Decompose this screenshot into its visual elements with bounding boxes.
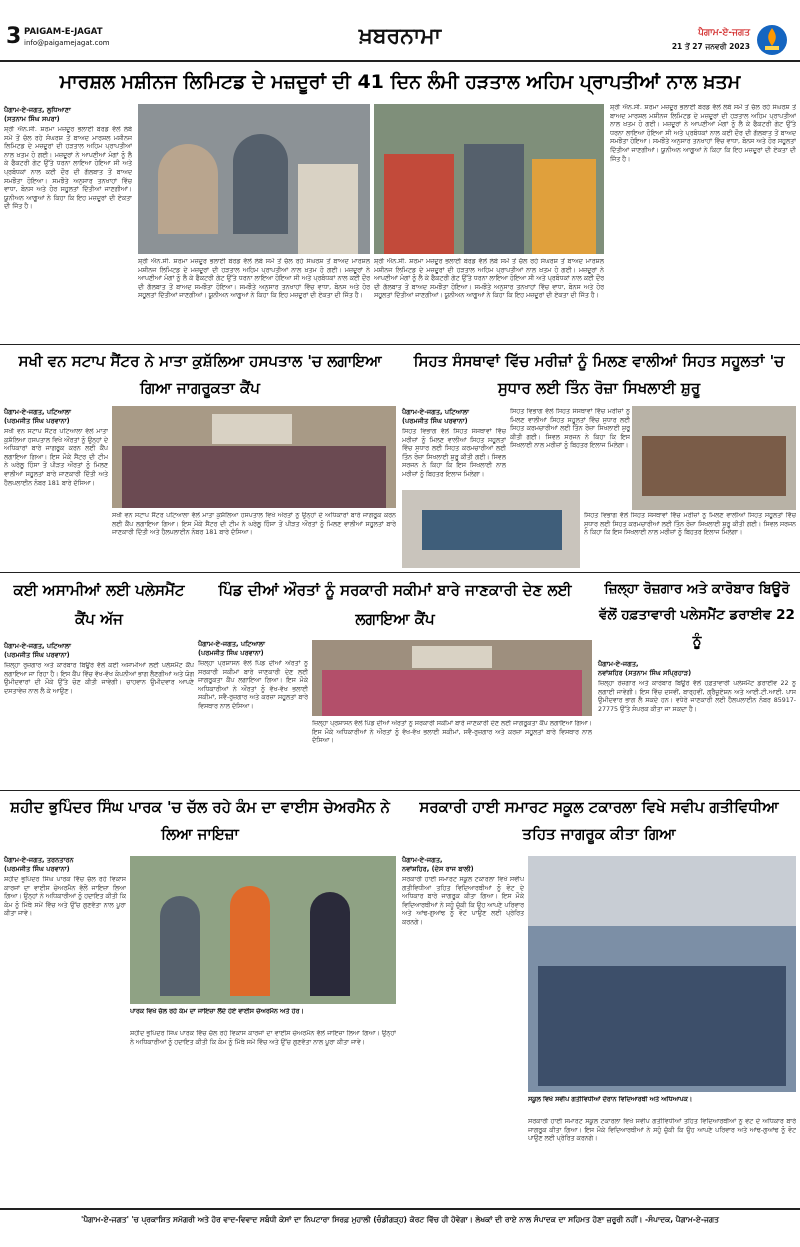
masthead (0, 0, 800, 60)
story-7-byline-place: ਪੈਗਾਮ-ਏ-ਜਗਤ, (402, 856, 443, 864)
story-2-photo-2 (632, 406, 796, 510)
story-1-photo (112, 406, 396, 508)
story-6-caption: ਪਾਰਕ ਵਿਖੇ ਚੱਲ ਰਹੇ ਕੰਮ ਦਾ ਜਾਇਜ਼ਾ ਲੈਂਦੇ ਹੋਏ ਵਾਈਸ ਚੇਅਰਮੈਨ ਅਤੇ ਹੋਰ। (130, 1008, 304, 1015)
story-7-photo (528, 856, 796, 1092)
lead-body-text-4: ਸ਼੍ਰੀ ਐਨ.ਸੀ. ਸ਼ਰਮਾ ਮਜ਼ਦੂਰ ਭਲਾਈ ਬੋਰਡ ਵੱਲੋਂ ਲੰਬੇ ਸਮੇਂ ਤੋਂ ਚੱਲ ਰਹੇ ਸੰਘਰਸ਼ ਤੋਂ ਬਾਅਦ ਮਾਰਸ਼ਲ ਮਸ਼ੀਨਜ ਲਿਮਿਟਡ ਦੇ ਮਜ਼ਦੂਰਾਂ ਦੀ ਹੜਤਾਲ ਅਹਿਮ ਪ੍ਰਾਪਤੀਆਂ ਨਾਲ ਖ਼ਤਮ ਹੋ ਗਈ। ਮਜ਼ਦੂਰਾਂ ਨੇ ਆਪਣੀਆਂ ਮੰਗਾਂ ਨੂੰ ਲੈ ਕੇ ਫੈਕਟਰੀ ਗੇਟ ਉੱਤੇ ਧਰਨਾ ਲਾਇਆ ਹੋਇਆ ਸੀ ਅਤੇ ਪ੍ਰਬੰਧਕਾਂ ਨਾਲ ਕਈ ਦੌਰ ਦੀ ਗੱਲਬਾਤ ਤੋਂ ਬਾਅਦ ਸਮਝੌਤਾ ਹੋਇਆ। ਸਮਝੌਤੇ ਅਨੁਸਾਰ ਤਨਖਾਹਾਂ ਵਿੱਚ ਵਾਧਾ, ਬੋਨਸ ਅਤੇ ਹੋਰ ਸਹੂਲਤਾਂ ਦਿੱਤੀਆਂ ਜਾਣਗੀਆਂ। ਯੂਨੀਅਨ ਆਗੂਆਂ ਨੇ ਕਿਹਾ ਕਿ ਇਹ ਮਜ਼ਦੂਰਾਂ ਦੀ ਏਕਤਾ ਦੀ ਜਿੱਤ ਹੈ। (610, 104, 796, 163)
lead-body-col1 (4, 126, 132, 340)
story-7-caption: ਸਕੂਲ ਵਿਖੇ ਸਵੀਪ ਗਤੀਵਿਧੀਆਂ ਦੌਰਾਨ ਵਿਦਿਆਰਥੀ ਅਤੇ ਅਧਿਆਪਕ। (528, 1096, 693, 1103)
story-6-headline: ਸ਼ਹੀਦ ਭੁਪਿੰਦਰ ਸਿੰਘ ਪਾਰਕ 'ਚ ਚੱਲ ਰਹੇ ਕੰਮ ਦਾ ਵਾਈਸ ਚੇਅਰਮੈਨ ਨੇ ਲਿਆ ਜਾਇਜ਼ਾ (10, 798, 390, 843)
story-5-byline-place: ਪੈਗਾਮ-ਏ-ਜਗਤ, (598, 660, 639, 668)
story-7-body-text-2: ਸਰਕਾਰੀ ਹਾਈ ਸਮਾਰਟ ਸਕੂਲ ਟਕਾਰਲਾ ਵਿਖੇ ਸਵੀਪ ਗਤੀਵਿਧੀਆਂ ਤਹਿਤ ਵਿਦਿਆਰਥੀਆਂ ਨੂੰ ਵੋਟ ਦੇ ਅਧਿਕਾਰ ਬਾਰੇ ਜਾਗਰੂਕ ਕੀਤਾ ਗਿਆ। ਇਸ ਮੌਕੇ ਵਿਦਿਆਰਥੀਆਂ ਨੇ ਸਹੁੰ ਚੁੱਕੀ ਕਿ ਉਹ ਆਪਣੇ ਪਰਿਵਾਰ ਅਤੇ ਆਂਢ-ਗੁਆਂਢ ਨੂੰ ਵੋਟ ਪਾਉਣ ਲਈ ਪ੍ਰੇਰਿਤ ਕਰਨਗੇ। (528, 1118, 796, 1143)
lead-byline (4, 106, 124, 124)
masthead-rule (0, 60, 800, 62)
story-5-body (598, 680, 796, 786)
story-1-body-text-2: ਸਖੀ ਵਨ ਸਟਾਪ ਸੈਂਟਰ ਪਟਿਆਲਾ ਵੱਲੋਂ ਮਾਤਾ ਕੁਸ਼ੱਲਿਆ ਹਸਪਤਾਲ ਵਿਖੇ ਔਰਤਾਂ ਨੂੰ ਉਨ੍ਹਾਂ ਦੇ ਅਧਿਕਾਰਾਂ ਬਾਰੇ ਜਾਗਰੂਕ ਕਰਨ ਲਈ ਕੈਂਪ ਲਗਾਇਆ ਗਿਆ। ਇਸ ਮੌਕੇ ਸੈਂਟਰ ਦੀ ਟੀਮ ਨੇ ਘਰੇਲੂ ਹਿੰਸਾ ਤੋਂ ਪੀੜਤ ਔਰਤਾਂ ਨੂੰ ਮਿਲਣ ਵਾਲੀਆਂ ਸਹੂਲਤਾਂ ਬਾਰੇ ਜਾਣਕਾਰੀ ਦਿੱਤੀ ਅਤੇ ਹੈਲਪਲਾਈਨ ਨੰਬਰ 181 ਬਾਰੇ ਦੱਸਿਆ। (112, 512, 396, 537)
story-4-body-text: ਜ਼ਿਲ੍ਹਾ ਪ੍ਰਸ਼ਾਸਨ ਵੱਲੋਂ ਪਿੰਡ ਦੀਆਂ ਔਰਤਾਂ ਨੂੰ ਸਰਕਾਰੀ ਸਕੀਮਾਂ ਬਾਰੇ ਜਾਣਕਾਰੀ ਦੇਣ ਲਈ ਜਾਗਰੂਕਤਾ ਕੈਂਪ ਲਗਾਇਆ ਗਿਆ। ਇਸ ਮੌਕੇ ਅਧਿਕਾਰੀਆਂ ਨੇ ਔਰਤਾਂ ਨੂੰ ਵੱਖ-ਵੱਖ ਭਲਾਈ ਸਕੀਮਾਂ, ਸਵੈ-ਰੁਜ਼ਗਾਰ ਅਤੇ ਕਰਜ਼ਾ ਸਹੂਲਤਾਂ ਬਾਰੇ ਵਿਸਥਾਰ ਨਾਲ ਦੱਸਿਆ। (198, 660, 308, 710)
story-1-body-col1 (4, 428, 108, 568)
story-1-headline: ਸਖੀ ਵਨ ਸਟਾਪ ਸੈਂਟਰ ਨੇ ਮਾਤਾ ਕੁਸ਼ੱਲਿਆ ਹਸਪਤਾਲ 'ਚ ਲਗਾਇਆ ਗਿਆ ਜਾਗਰੂਕਤਾ ਕੈਂਪ (18, 352, 382, 397)
section-title: ਖ਼ਬਰਨਾਮਾ (358, 24, 442, 49)
lead-body-text-3: ਸ਼੍ਰੀ ਐਨ.ਸੀ. ਸ਼ਰਮਾ ਮਜ਼ਦੂਰ ਭਲਾਈ ਬੋਰਡ ਵੱਲੋਂ ਲੰਬੇ ਸਮੇਂ ਤੋਂ ਚੱਲ ਰਹੇ ਸੰਘਰਸ਼ ਤੋਂ ਬਾਅਦ ਮਾਰਸ਼ਲ ਮਸ਼ੀਨਜ ਲਿਮਿਟਡ ਦੇ ਮਜ਼ਦੂਰਾਂ ਦੀ ਹੜਤਾਲ ਅਹਿਮ ਪ੍ਰਾਪਤੀਆਂ ਨਾਲ ਖ਼ਤਮ ਹੋ ਗਈ। ਮਜ਼ਦੂਰਾਂ ਨੇ ਆਪਣੀਆਂ ਮੰਗਾਂ ਨੂੰ ਲੈ ਕੇ ਫੈਕਟਰੀ ਗੇਟ ਉੱਤੇ ਧਰਨਾ ਲਾਇਆ ਹੋਇਆ ਸੀ ਅਤੇ ਪ੍ਰਬੰਧਕਾਂ ਨਾਲ ਕਈ ਦੌਰ ਦੀ ਗੱਲਬਾਤ ਤੋਂ ਬਾਅਦ ਸਮਝੌਤਾ ਹੋਇਆ। ਸਮਝੌਤੇ ਅਨੁਸਾਰ ਤਨਖਾਹਾਂ ਵਿੱਚ ਵਾਧਾ, ਬੋਨਸ ਅਤੇ ਹੋਰ ਸਹੂਲਤਾਂ ਦਿੱਤੀਆਂ ਜਾਣਗੀਆਂ। ਯੂਨੀਅਨ ਆਗੂਆਂ ਨੇ ਕਿਹਾ ਕਿ ਇਹ ਮਜ਼ਦੂਰਾਂ ਦੀ ਏਕਤਾ ਦੀ ਜਿੱਤ ਹੈ। (374, 258, 604, 300)
row2-rule (0, 572, 800, 573)
email: info@paigamejagat.com (24, 39, 110, 47)
story-6-body-text-2: ਸ਼ਹੀਦ ਭੁਪਿੰਦਰ ਸਿੰਘ ਪਾਰਕ ਵਿੱਚ ਚੱਲ ਰਹੇ ਵਿਕਾਸ ਕਾਰਜਾਂ ਦਾ ਵਾਈਸ ਚੇਅਰਮੈਨ ਵੱਲੋਂ ਜਾਇਜ਼ਾ ਲਿਆ ਗਿਆ। ਉਨ੍ਹਾਂ ਨੇ ਅਧਿਕਾਰੀਆਂ ਨੂੰ ਹਦਾਇਤ ਕੀਤੀ ਕਿ ਕੰਮ ਨੂੰ ਮਿੱਥੇ ਸਮੇਂ ਵਿੱਚ ਅਤੇ ਉੱਚ ਗੁਣਵੱਤਾ ਨਾਲ ਪੂਰਾ ਕੀਤਾ ਜਾਵੇ। (130, 1030, 396, 1046)
story-6-photo (130, 856, 396, 1004)
story-6-body (4, 876, 126, 1202)
lead-body-text-2: ਸ਼੍ਰੀ ਐਨ.ਸੀ. ਸ਼ਰਮਾ ਮਜ਼ਦੂਰ ਭਲਾਈ ਬੋਰਡ ਵੱਲੋਂ ਲੰਬੇ ਸਮੇਂ ਤੋਂ ਚੱਲ ਰਹੇ ਸੰਘਰਸ਼ ਤੋਂ ਬਾਅਦ ਮਾਰਸ਼ਲ ਮਸ਼ੀਨਜ ਲਿਮਿਟਡ ਦੇ ਮਜ਼ਦੂਰਾਂ ਦੀ ਹੜਤਾਲ ਅਹਿਮ ਪ੍ਰਾਪਤੀਆਂ ਨਾਲ ਖ਼ਤਮ ਹੋ ਗਈ। ਮਜ਼ਦੂਰਾਂ ਨੇ ਆਪਣੀਆਂ ਮੰਗਾਂ ਨੂੰ ਲੈ ਕੇ ਫੈਕਟਰੀ ਗੇਟ ਉੱਤੇ ਧਰਨਾ ਲਾਇਆ ਹੋਇਆ ਸੀ ਅਤੇ ਪ੍ਰਬੰਧਕਾਂ ਨਾਲ ਕਈ ਦੌਰ ਦੀ ਗੱਲਬਾਤ ਤੋਂ ਬਾਅਦ ਸਮਝੌਤਾ ਹੋਇਆ। ਸਮਝੌਤੇ ਅਨੁਸਾਰ ਤਨਖਾਹਾਂ ਵਿੱਚ ਵਾਧਾ, ਬੋਨਸ ਅਤੇ ਹੋਰ ਸਹੂਲਤਾਂ ਦਿੱਤੀਆਂ ਜਾਣਗੀਆਂ। ਯੂਨੀਅਨ ਆਗੂਆਂ ਨੇ ਕਿਹਾ ਕਿ ਇਹ ਮਜ਼ਦੂਰਾਂ ਦੀ ਏਕਤਾ ਦੀ ਜਿੱਤ ਹੈ। (138, 258, 370, 300)
story-2-body-col2 (510, 408, 630, 488)
story-7-byline-author: ਨਵਾਂਸ਼ਹਿਰ, (ਦੇਸ ਰਾਜ ਬਾਲੀ) (402, 865, 474, 873)
story-2-byline-author: (ਪਰਮਜੀਤ ਸਿੰਘ ਪਰਵਾਨਾ) (402, 417, 468, 425)
story-6-byline (4, 856, 124, 874)
story-3-body-text: ਜ਼ਿਲ੍ਹਾ ਰੁਜ਼ਗਾਰ ਅਤੇ ਕਾਰੋਬਾਰ ਬਿਊਰੋ ਵੱਲੋਂ ਕਈ ਅਸਾਮੀਆਂ ਲਈ ਪਲੇਸਮੈਂਟ ਕੈਂਪ ਲਗਾਇਆ ਜਾ ਰਿਹਾ ਹੈ। ਇਸ ਕੈਂਪ ਵਿੱਚ ਵੱਖ-ਵੱਖ ਕੰਪਨੀਆਂ ਭਾਗ ਲੈਣਗੀਆਂ ਅਤੇ ਯੋਗ ਉਮੀਦਵਾਰਾਂ ਦੀ ਮੌਕੇ ਉੱਤੇ ਚੋਣ ਕੀਤੀ ਜਾਵੇਗੀ। ਚਾਹਵਾਨ ਉਮੀਦਵਾਰ ਆਪਣੇ ਦਸਤਾਵੇਜ਼ ਨਾਲ ਲੈ ਕੇ ਆਉਣ। (4, 662, 194, 695)
story-6-byline-author: (ਪਰਮਜੀਤ ਸਿੰਘ ਪਰਵਾਨਾ) (4, 865, 70, 873)
story-1-body-col2 (112, 512, 396, 568)
story-2-headline: ਸਿਹਤ ਸੰਸਥਾਵਾਂ ਵਿੱਚ ਮਰੀਜ਼ਾਂ ਨੂੰ ਮਿਲਣ ਵਾਲੀਆਂ ਸਿਹਤ ਸਹੂਲਤਾਂ 'ਚ ਸੁਧਾਰ ਲਈ ਤਿੰਨ ਰੋਜ਼ਾ ਸਿਖਲਾਈ ਸ਼ੁਰੂ (413, 352, 785, 397)
story-7-body-text: ਸਰਕਾਰੀ ਹਾਈ ਸਮਾਰਟ ਸਕੂਲ ਟਕਾਰਲਾ ਵਿਖੇ ਸਵੀਪ ਗਤੀਵਿਧੀਆਂ ਤਹਿਤ ਵਿਦਿਆਰਥੀਆਂ ਨੂੰ ਵੋਟ ਦੇ ਅਧਿਕਾਰ ਬਾਰੇ ਜਾਗਰੂਕ ਕੀਤਾ ਗਿਆ। ਇਸ ਮੌਕੇ ਵਿਦਿਆਰਥੀਆਂ ਨੇ ਸਹੁੰ ਚੁੱਕੀ ਕਿ ਉਹ ਆਪਣੇ ਪਰਿਵਾਰ ਅਤੇ ਆਂਢ-ਗੁਆਂਢ ਨੂੰ ਵੋਟ ਪਾਉਣ ਲਈ ਪ੍ਰੇਰਿਤ ਕਰਨਗੇ। (402, 876, 524, 926)
paper-name: PAIGAM-E-JAGAT (24, 27, 103, 37)
lead-byline-author: (ਸਤਨਾਮ ਸਿੰਘ ਸਪਰਾ) (4, 115, 60, 123)
lead-photo-2 (374, 104, 604, 254)
lead-body-col4 (610, 104, 796, 340)
story-7-headline: ਸਰਕਾਰੀ ਹਾਈ ਸਮਾਰਟ ਸਕੂਲ ਟਕਾਰਲਾ ਵਿਖੇ ਸਵੀਪ ਗਤੀਵਿਧੀਆ ਤਹਿਤ ਜਾਗਰੂਕ ਕੀਤਾ ਗਿਆ (419, 798, 779, 843)
page-number: 3 (6, 24, 22, 49)
story-2-body-text-3: ਸਿਹਤ ਵਿਭਾਗ ਵੱਲੋਂ ਸਿਹਤ ਸੰਸਥਾਵਾਂ ਵਿੱਚ ਮਰੀਜ਼ਾਂ ਨੂੰ ਮਿਲਣ ਵਾਲੀਆਂ ਸਿਹਤ ਸਹੂਲਤਾਂ ਵਿੱਚ ਸੁਧਾਰ ਲਈ ਸਿਹਤ ਕਰਮਚਾਰੀਆਂ ਲਈ ਤਿੰਨ ਰੋਜ਼ਾ ਸਿਖਲਾਈ ਸ਼ੁਰੂ ਕੀਤੀ ਗਈ। ਸਿਵਲ ਸਰਜਨ ਨੇ ਕਿਹਾ ਕਿ ਇਸ ਸਿਖਲਾਈ ਨਾਲ ਮਰੀਜ਼ਾਂ ਨੂੰ ਬਿਹਤਰ ਇਲਾਜ ਮਿਲੇਗਾ। (584, 512, 796, 537)
footer-rule (0, 1208, 800, 1210)
story-5-body-text: ਜ਼ਿਲ੍ਹਾ ਰੋਜ਼ਗਾਰ ਅਤੇ ਕਾਰੋਬਾਰ ਬਿਊਰੋ ਵੱਲੋਂ ਹਫ਼ਤਾਵਾਰੀ ਪਲੇਸਮੈਂਟ ਡਰਾਈਵ 22 ਨੂੰ ਲਗਾਈ ਜਾਵੇਗੀ। ਇਸ ਵਿੱਚ ਦਸਵੀਂ, ਬਾਰ੍ਹਵੀਂ, ਗ੍ਰੈਜੂਏਸ਼ਨ ਅਤੇ ਆਈ.ਟੀ.ਆਈ. ਪਾਸ ਉਮੀਦਵਾਰ ਭਾਗ ਲੈ ਸਕਦੇ ਹਨ। ਵਧੇਰੇ ਜਾਣਕਾਰੀ ਲਈ ਹੈਲਪਲਾਈਨ ਨੰਬਰ 85917-27775 ਉੱਤੇ ਸੰਪਰਕ ਕੀਤਾ ਜਾ ਸਕਦਾ ਹੈ। (598, 680, 796, 713)
story-1-body-text: ਸਖੀ ਵਨ ਸਟਾਪ ਸੈਂਟਰ ਪਟਿਆਲਾ ਵੱਲੋਂ ਮਾਤਾ ਕੁਸ਼ੱਲਿਆ ਹਸਪਤਾਲ ਵਿਖੇ ਔਰਤਾਂ ਨੂੰ ਉਨ੍ਹਾਂ ਦੇ ਅਧਿਕਾਰਾਂ ਬਾਰੇ ਜਾਗਰੂਕ ਕਰਨ ਲਈ ਕੈਂਪ ਲਗਾਇਆ ਗਿਆ। ਇਸ ਮੌਕੇ ਸੈਂਟਰ ਦੀ ਟੀਮ ਨੇ ਘਰੇਲੂ ਹਿੰਸਾ ਤੋਂ ਪੀੜਤ ਔਰਤਾਂ ਨੂੰ ਮਿਲਣ ਵਾਲੀਆਂ ਸਹੂਲਤਾਂ ਬਾਰੇ ਜਾਣਕਾਰੀ ਦਿੱਤੀ ਅਤੇ ਹੈਲਪਲਾਈਨ ਨੰਬਰ 181 ਬਾਰੇ ਦੱਸਿਆ। (4, 428, 108, 487)
lead-body-col2 (138, 258, 370, 340)
date: 21 ਤੋਂ 27 ਜਨਵਰੀ 2023 (671, 42, 750, 51)
story-3-headline: ਕਈ ਅਸਾਮੀਆਂ ਲਈ ਪਲੇਸਮੈਂਟ ਕੈਂਪ ਅੱਜ (13, 581, 185, 628)
story-2-body-col1 (402, 428, 506, 488)
paper-logo-icon (756, 24, 788, 56)
lead-rule (0, 344, 800, 345)
story-5-byline (598, 660, 796, 678)
story-4-body-col1 (198, 660, 308, 786)
story-4-byline (198, 640, 308, 658)
story-3-body (4, 662, 194, 786)
brand-punjabi: ਪੈਗਾਮ-ਏ-ਜਗਤ (698, 28, 750, 38)
story-6-byline-place: ਪੈਗਾਮ-ਏ-ਜਗਤ, ਤਰਨਤਾਰਨ (4, 856, 74, 864)
story-7-body-col2 (528, 1118, 796, 1202)
story-3-byline-place: ਪੈਗਾਮ-ਏ-ਜਗਤ, ਪਟਿਆਲਾ (4, 642, 71, 650)
story-5-byline-author: ਨਵਾਂਸ਼ਹਿਰ (ਸਤਨਾਮ ਸਿੰਘ ਸਪ੍ਰਿਹਾੜ) (598, 669, 692, 677)
story-4-byline-author: (ਪਰਮਜੀਤ ਸਿੰਘ ਪਰਵਾਨਾ) (198, 649, 264, 657)
story-4-photo (312, 640, 592, 716)
story-2-body-text-2: ਸਿਹਤ ਵਿਭਾਗ ਵੱਲੋਂ ਸਿਹਤ ਸੰਸਥਾਵਾਂ ਵਿੱਚ ਮਰੀਜ਼ਾਂ ਨੂੰ ਮਿਲਣ ਵਾਲੀਆਂ ਸਿਹਤ ਸਹੂਲਤਾਂ ਵਿੱਚ ਸੁਧਾਰ ਲਈ ਸਿਹਤ ਕਰਮਚਾਰੀਆਂ ਲਈ ਤਿੰਨ ਰੋਜ਼ਾ ਸਿਖਲਾਈ ਸ਼ੁਰੂ ਕੀਤੀ ਗਈ। ਸਿਵਲ ਸਰਜਨ ਨੇ ਕਿਹਾ ਕਿ ਇਸ ਸਿਖਲਾਈ ਨਾਲ ਮਰੀਜ਼ਾਂ ਨੂੰ ਬਿਹਤਰ ਇਲਾਜ ਮਿਲੇਗਾ। (510, 408, 630, 450)
story-6-body-text: ਸ਼ਹੀਦ ਭੁਪਿੰਦਰ ਸਿੰਘ ਪਾਰਕ ਵਿੱਚ ਚੱਲ ਰਹੇ ਵਿਕਾਸ ਕਾਰਜਾਂ ਦਾ ਵਾਈਸ ਚੇਅਰਮੈਨ ਵੱਲੋਂ ਜਾਇਜ਼ਾ ਲਿਆ ਗਿਆ। ਉਨ੍ਹਾਂ ਨੇ ਅਧਿਕਾਰੀਆਂ ਨੂੰ ਹਦਾਇਤ ਕੀਤੀ ਕਿ ਕੰਮ ਨੂੰ ਮਿੱਥੇ ਸਮੇਂ ਵਿੱਚ ਅਤੇ ਉੱਚ ਗੁਣਵੱਤਾ ਨਾਲ ਪੂਰਾ ਕੀਤਾ ਜਾਵੇ। (4, 876, 126, 918)
story-4-body-text-2: ਜ਼ਿਲ੍ਹਾ ਪ੍ਰਸ਼ਾਸਨ ਵੱਲੋਂ ਪਿੰਡ ਦੀਆਂ ਔਰਤਾਂ ਨੂੰ ਸਰਕਾਰੀ ਸਕੀਮਾਂ ਬਾਰੇ ਜਾਣਕਾਰੀ ਦੇਣ ਲਈ ਜਾਗਰੂਕਤਾ ਕੈਂਪ ਲਗਾਇਆ ਗਿਆ। ਇਸ ਮੌਕੇ ਅਧਿਕਾਰੀਆਂ ਨੇ ਔਰਤਾਂ ਨੂੰ ਵੱਖ-ਵੱਖ ਭਲਾਈ ਸਕੀਮਾਂ, ਸਵੈ-ਰੁਜ਼ਗਾਰ ਅਤੇ ਕਰਜ਼ਾ ਸਹੂਲਤਾਂ ਬਾਰੇ ਵਿਸਥਾਰ ਨਾਲ ਦੱਸਿਆ। (312, 720, 592, 745)
footer-notice: 'ਪੈਗਾਮ-ਏ-ਜਗਤ' 'ਚ ਪ੍ਰਕਾਸ਼ਿਤ ਸਮੱਗਰੀ ਅਤੇ ਹੋਰ ਵਾਦ-ਵਿਵਾਦ ਸਬੰਧੀ ਕੇਸਾਂ ਦਾ ਨਿਪਟਾਰਾ ਸਿਰਫ਼ ਮੁਹਾਲੀ (ਚੰਡੀਗੜ੍ਹ) ਕੋਰਟ ਵਿੱਚ ਹੀ ਹੋਵੇਗਾ। ਲੇਖਕਾਂ ਦੀ ਰਾਏ ਨਾਲ ਸੰਪਾਦਕ ਦਾ ਸਹਿਮਤ ਹੋਣਾ ਜ਼ਰੂਰੀ ਨਹੀਂ। -ਸੰਪਾਦਕ, ਪੈਗਾਮ-ਏ-ਜਗਤ (81, 1215, 719, 1224)
story-4-body-col2 (312, 720, 592, 786)
lead-photo-1 (138, 104, 370, 254)
row3-rule (0, 790, 800, 791)
story-1-byline-place: ਪੈਗਾਮ-ਏ-ਜਗਤ, ਪਟਿਆਲਾ (4, 408, 71, 416)
story-2-photo-1 (402, 490, 580, 568)
lead-headline: ਮਾਰਸ਼ਲ ਮਸ਼ੀਨਜ ਲਿਮਿਟਡ ਦੇ ਮਜ਼ਦੂਰਾਂ ਦੀ 41 ਦਿਨ ਲੰਮੀ ਹੜਤਾਲ ਅਹਿਮ ਪ੍ਰਾਪਤੀਆਂ ਨਾਲ ਖ਼ਤਮ (59, 71, 741, 93)
story-2-body-col3 (584, 512, 796, 568)
story-1-byline-author: (ਪਰਮਜੀਤ ਸਿੰਘ ਪਰਵਾਨਾ) (4, 417, 70, 425)
story-1-byline (4, 408, 104, 426)
story-2-body-text: ਸਿਹਤ ਵਿਭਾਗ ਵੱਲੋਂ ਸਿਹਤ ਸੰਸਥਾਵਾਂ ਵਿੱਚ ਮਰੀਜ਼ਾਂ ਨੂੰ ਮਿਲਣ ਵਾਲੀਆਂ ਸਿਹਤ ਸਹੂਲਤਾਂ ਵਿੱਚ ਸੁਧਾਰ ਲਈ ਸਿਹਤ ਕਰਮਚਾਰੀਆਂ ਲਈ ਤਿੰਨ ਰੋਜ਼ਾ ਸਿਖਲਾਈ ਸ਼ੁਰੂ ਕੀਤੀ ਗਈ। ਸਿਵਲ ਸਰਜਨ ਨੇ ਕਿਹਾ ਕਿ ਇਸ ਸਿਖਲਾਈ ਨਾਲ ਮਰੀਜ਼ਾਂ ਨੂੰ ਬਿਹਤਰ ਇਲਾਜ ਮਿਲੇਗਾ। (402, 428, 506, 478)
lead-byline-place: ਪੈਗਾਮ-ਏ-ਜਗਤ, ਲੁਧਿਆਣਾ (4, 106, 71, 114)
lead-body-col3 (374, 258, 604, 340)
story-2-byline (402, 408, 502, 426)
story-4-headline: ਪਿੰਡ ਦੀਆਂ ਔਰਤਾਂ ਨੂੰ ਸਰਕਾਰੀ ਸਕੀਮਾਂ ਬਾਰੇ ਜਾਣਕਾਰੀ ਦੇਣ ਲਈ ਲਗਾਇਆ ਕੈਂਪ (218, 581, 572, 628)
story-7-byline (402, 856, 522, 874)
story-3-byline-author: (ਪਰਮਜੀਤ ਸਿੰਘ ਪਰਵਾਨਾ) (4, 651, 70, 659)
story-5-headline: ਜ਼ਿਲ੍ਹਾ ਰੋਜ਼ਗਾਰ ਅਤੇ ਕਾਰੋਬਾਰ ਬਿਊਰੋ ਵੱਲੋਂ ਹਫ਼ਤਾਵਾਰੀ ਪਲੇਸਮੈਂਟ ਡਰਾਈਵ 22 ਨੂੰ (599, 581, 795, 649)
story-7-body (402, 876, 524, 1202)
story-4-byline-place: ਪੈਗਾਮ-ਏ-ਜਗਤ, ਪਟਿਆਲਾ (198, 640, 265, 648)
story-3-byline (4, 642, 104, 660)
lead-body-text: ਸ਼੍ਰੀ ਐਨ.ਸੀ. ਸ਼ਰਮਾ ਮਜ਼ਦੂਰ ਭਲਾਈ ਬੋਰਡ ਵੱਲੋਂ ਲੰਬੇ ਸਮੇਂ ਤੋਂ ਚੱਲ ਰਹੇ ਸੰਘਰਸ਼ ਤੋਂ ਬਾਅਦ ਮਾਰਸ਼ਲ ਮਸ਼ੀਨਜ ਲਿਮਿਟਡ ਦੇ ਮਜ਼ਦੂਰਾਂ ਦੀ ਹੜਤਾਲ ਅਹਿਮ ਪ੍ਰਾਪਤੀਆਂ ਨਾਲ ਖ਼ਤਮ ਹੋ ਗਈ। ਮਜ਼ਦੂਰਾਂ ਨੇ ਆਪਣੀਆਂ ਮੰਗਾਂ ਨੂੰ ਲੈ ਕੇ ਫੈਕਟਰੀ ਗੇਟ ਉੱਤੇ ਧਰਨਾ ਲਾਇਆ ਹੋਇਆ ਸੀ ਅਤੇ ਪ੍ਰਬੰਧਕਾਂ ਨਾਲ ਕਈ ਦੌਰ ਦੀ ਗੱਲਬਾਤ ਤੋਂ ਬਾਅਦ ਸਮਝੌਤਾ ਹੋਇਆ। ਸਮਝੌਤੇ ਅਨੁਸਾਰ ਤਨਖਾਹਾਂ ਵਿੱਚ ਵਾਧਾ, ਬੋਨਸ ਅਤੇ ਹੋਰ ਸਹੂਲਤਾਂ ਦਿੱਤੀਆਂ ਜਾਣਗੀਆਂ। ਯੂਨੀਅਨ ਆਗੂਆਂ ਨੇ ਕਿਹਾ ਕਿ ਇਹ ਮਜ਼ਦੂਰਾਂ ਦੀ ਏਕਤਾ ਦੀ ਜਿੱਤ ਹੈ। (4, 126, 132, 211)
story-2-byline-place: ਪੈਗਾਮ-ਏ-ਜਗਤ, ਪਟਿਆਲਾ (402, 408, 469, 416)
story-6-body-col2 (130, 1030, 396, 1202)
